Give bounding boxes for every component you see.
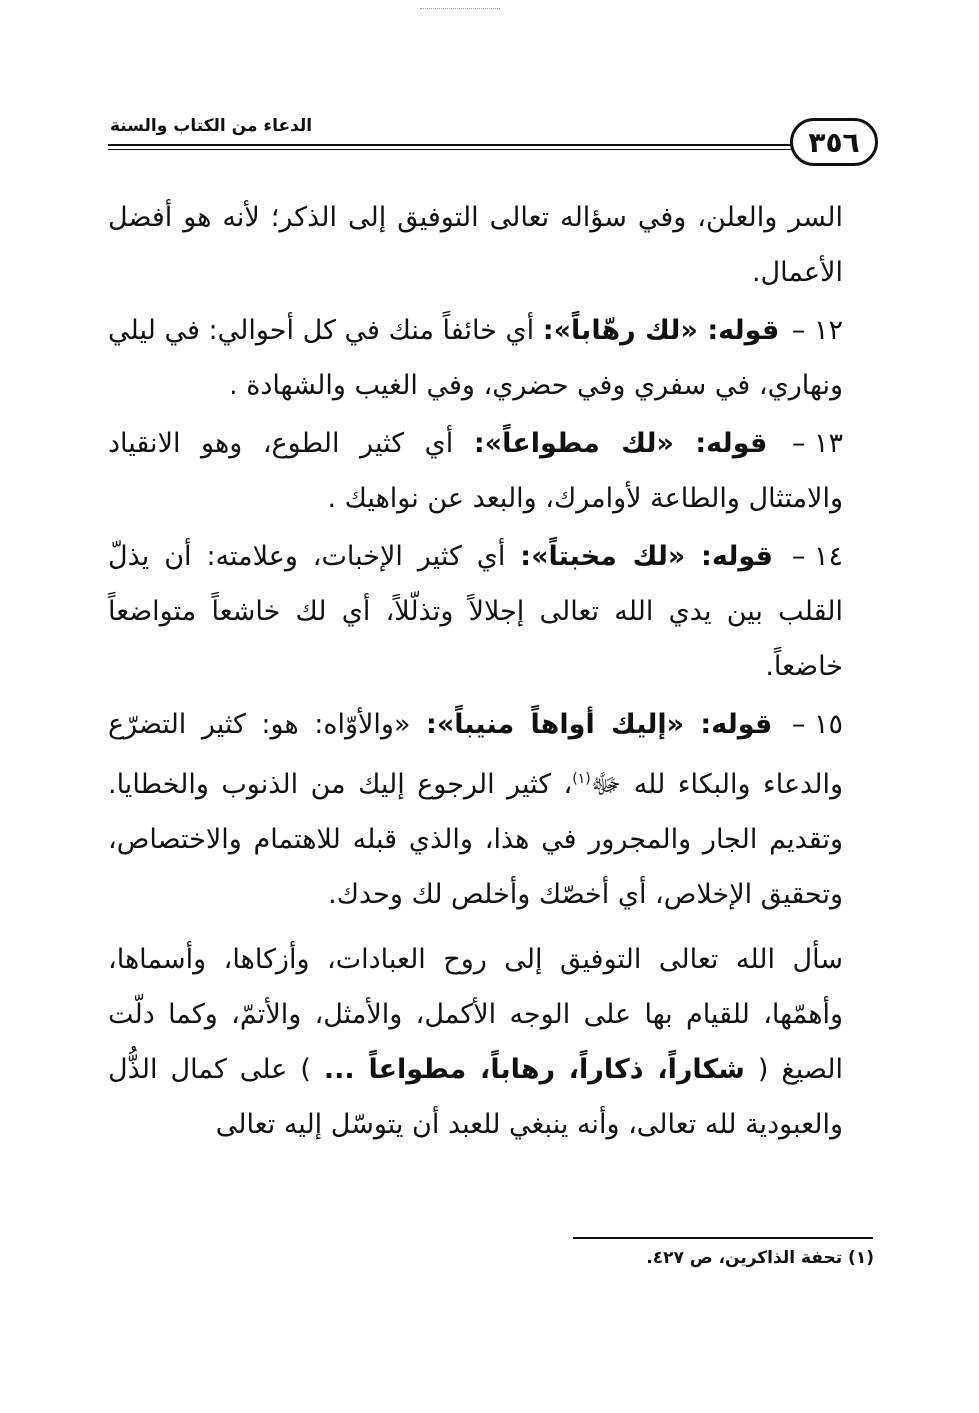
closing-text-a: سأل الله تعالى التوفيق إلى روح العبادات، وأزكاها، وأسماها، وأهمّها، للقيام بها على الوجه الأكمل، والأمثل، والأتمّ، وكما دلّت الصيغ ( [108, 944, 843, 1085]
item-text: أي كثير الطوع، وهو الانقياد والامتثال والطاعة لأوامرك، والبعد عن نواهيك . [108, 428, 843, 514]
item-lead: قوله: «لك مخبتاً»: [520, 541, 773, 572]
header-rule-thin [108, 149, 838, 150]
paragraph-closing [108, 932, 843, 1152]
item-13 [108, 416, 843, 526]
footnote-rule [573, 1237, 873, 1239]
item-text-b: ، كثير الرجوع إليك من الذنوب والخطايا. وتقديم الجار والمجرور في هذا، والذي قبله للاهتمام والاختصاص، وتحقيق الإخلاص، أي أخصّك وأخلص لك وحدك. [108, 769, 843, 910]
footnote-ref: (١) [572, 771, 591, 787]
closing-bold: شكاراً، ذكاراً، رهاباً، مطواعاً ... [323, 1054, 745, 1085]
running-title: الدعاء من الكتاب والسنة [110, 116, 313, 136]
item-lead: قوله: «إليك أواهاً منيباً»: [426, 709, 773, 740]
page-number-badge: ٣٥٦ [790, 118, 878, 166]
item-number: ١٣ – [791, 428, 843, 459]
main-text [108, 190, 843, 1155]
paragraph-intro: السر والعلن، وفي سؤاله تعالى التوفيق إلى الذكر؛ لأنه هو أفضل الأعمال. [108, 202, 843, 288]
item-lead: قوله: «لك مطواعاً»: [473, 428, 768, 459]
item-number: ١٥ – [791, 709, 843, 740]
item-15 [108, 697, 843, 922]
item-number: ١٢ – [791, 315, 843, 346]
footnote: (١) تحفة الذاكرين، ص ٤٢٧. [646, 1248, 874, 1268]
item-text: أي كثير الإخبات، وعلامته: أن يذلّ القلب بين يدي الله تعالى إجلالاً وتذلّلاً، أي لك خاشعاً متواضعاً خاضعاً. [108, 541, 843, 682]
item-text: أي خائفاً منك في كل أحوالي: في ليلي ونهاري، في سفري وفي حضري، وفي الغيب والشهادة . [108, 315, 843, 401]
page-header [108, 112, 878, 174]
item-12 [108, 303, 843, 413]
item-lead: قوله: «لك رهّاباً»: [542, 315, 780, 346]
item-14 [108, 529, 843, 694]
item-text-a: «والأوّاه: هو: كثير التضرّع والدعاء والبكاء لله ﷻ [108, 709, 843, 800]
closing-text-b: ) على كمال الذُّل والعبودية لله تعالى، وأنه ينبغي للعبد أن يتوسّل إليه تعالى [108, 1054, 843, 1140]
scan-mark [420, 8, 500, 10]
item-number: ١٤ – [791, 541, 843, 572]
header-rule [108, 144, 838, 146]
